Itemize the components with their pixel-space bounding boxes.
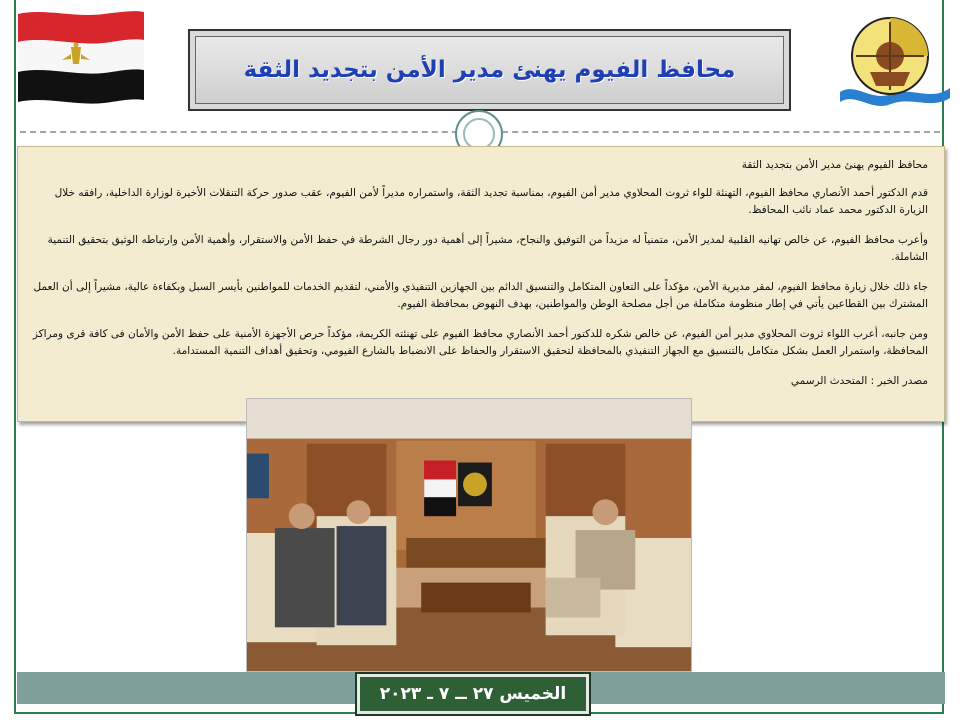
article-paragraph: وأعرب محافظ الفيوم، عن خالص تهانيه القلبية لمدير الأمن، متمنياً له مزيداً من التوفيق والنجاح، مشيراً إلى أهمية دور رجال الشرطة في حفظ الأمن والاستقرار، وأهمية الأمن وارتباطه الوثيق بتحقيق التنمية الشاملة. (47, 234, 928, 263)
article-paragraph: جاء ذلك خلال زيارة محافظ الفيوم، لمقر مديرية الأمن، مؤكداً على التعاون المتكامل والتنسيق الدائم بين الجهازين التنفيذي والأمني، لتقديم الخدمات للمواطنين بأيسر السبل وبكفاءة عالية، مشيراً إلى أن العمل المشترك بين القطاعين يأتي في إطار منظومة متكاملة من أجل مصلحة الوطن والمواطنين، بهدف النهوض بمحافظة الفيوم. (33, 281, 928, 310)
egypt-flag-icon (14, 8, 146, 104)
date-box (357, 674, 589, 714)
article-paragraph: قدم الدكتور أحمد الأنصاري محافظ الفيوم، التهنئة للواء ثروت المحلاوي مدير أمن الفيوم، بمناسبة تجديد الثقة، واستمراره مديراً لأمن الفيوم، عقب صدور حركة التنقلات الأخيرة لوزارة الداخلية، رافقه خلال الزيارة الدكتور محمد عماد نائب المحافظ. (54, 187, 928, 216)
title-box (188, 29, 791, 111)
article-heading: محافظ الفيوم يهنئ مدير الأمن بتجديد الثقة (741, 159, 928, 171)
meeting-office-photo (246, 398, 692, 672)
article-body (17, 146, 945, 422)
article-paragraph: ومن جانبه، أعرب اللواء ثروت المحلاوي مدير أمن الفيوم، عن خالص شكره للدكتور أحمد الأنصاري محافظ الفيوم على تهنئته الكريمة، مؤكداً حرص الأجهزة الأمنية على حفظ الأمن والأمان فى كافة قرى ومراكز المحافظة، واستمرار العمل بشكل متكامل بالتنسيق مع الجهاز التنفيذي بالمحافظة لتحقيق الاستقرار والحفاظ على الانضباط بالشارع الفيومي، وتحقيق أهداف التنمية المستدامة. (32, 328, 928, 357)
fayoum-governorate-logo (836, 12, 954, 108)
news-source: مصدر الخبر : المتحدث الرسمي (790, 375, 928, 387)
page-title: محافظ الفيوم يهنئ مدير الأمن بتجديد الثقة (243, 57, 736, 83)
title-inner (195, 36, 784, 104)
date-label: الخميس ٢٧ ــ ٧ ـ ٢٠٢٣ (379, 684, 567, 704)
